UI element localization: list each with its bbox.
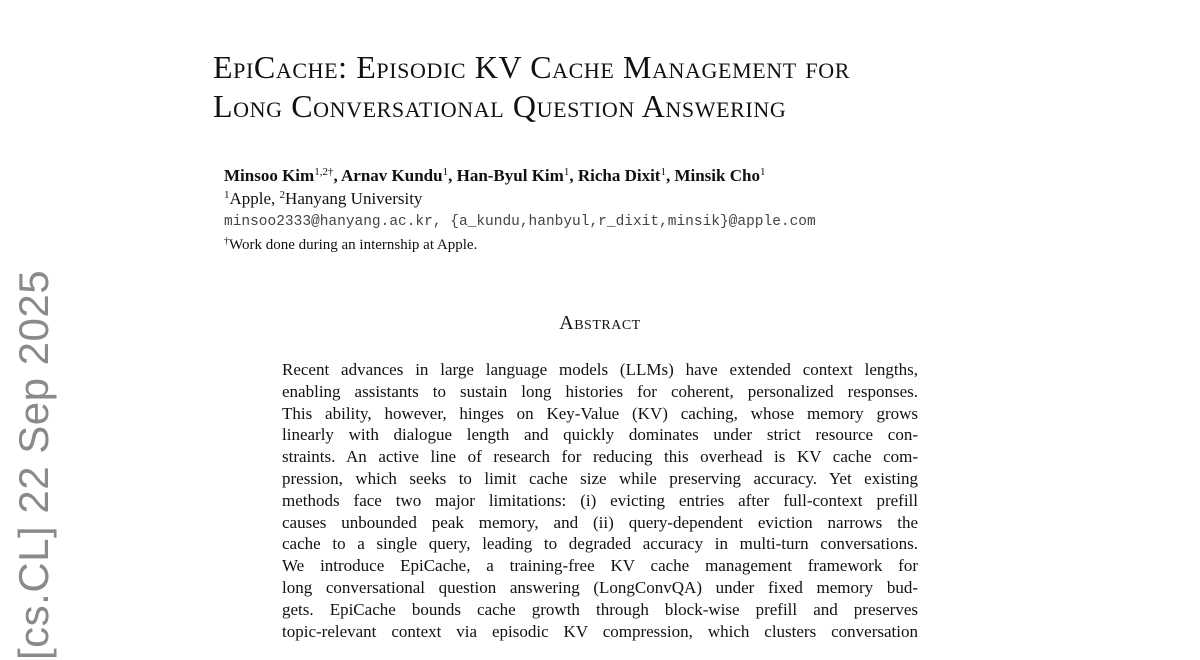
affiliations [224, 189, 422, 209]
author-sep: , [448, 166, 457, 185]
title-line-1: EpiCache: Episodic KV Cache Management for [213, 49, 850, 85]
footnote-text: Work done during an internship at Apple. [229, 237, 478, 253]
abstract-line: causes unbounded peak memory, and (ii) query-dependent eviction narrows the [282, 512, 918, 532]
author-sup: 1 [442, 166, 449, 178]
author-sup: 1,2† [314, 166, 334, 178]
author-sup: 1 [563, 166, 570, 178]
abstract-line: pression, which seeks to limit cache size while preserving accuracy. Yet existing [282, 468, 918, 488]
affiliation-sup: 2 [279, 189, 286, 201]
author-name: Richa Dixit [577, 166, 661, 185]
arxiv-stamp: [cs.CL] 22 Sep 2025 [10, 269, 57, 660]
abstract-line: cache to a single query, leading to degraded accuracy in multi-turn conversations. [282, 534, 918, 554]
abstract-line: gets. EpiCache bounds cache growth through block-wise prefill and preserves [282, 599, 918, 619]
author-name: Minsoo Kim [224, 166, 315, 185]
affiliation-sup: 1 [224, 189, 230, 201]
affiliation-name: Apple, [229, 189, 280, 208]
author-sup: 1 [759, 166, 766, 178]
abstract-line: Recent advances in large language models (LLMs) have extended context lengths, [282, 360, 918, 379]
author-sep: , [665, 166, 675, 185]
author-name: Arnav Kundu [341, 166, 443, 185]
abstract-body [282, 359, 918, 642]
abstract-line: methods face two major limitations: (i) evicting entries after full-context prefill [282, 490, 918, 510]
footnote-mark: † [224, 236, 229, 247]
abstract-line: straints. An active line of research for reducing this overhead is KV cache com- [282, 447, 918, 467]
affiliation-name: Hanyang University [285, 189, 423, 208]
paper-title [213, 48, 1113, 126]
author-name: Minsik Cho [674, 166, 760, 185]
title-line-2: Long Conversational Question Answering [213, 88, 787, 124]
author-sep: , [569, 166, 578, 185]
abstract-line: topic-relevant context via episodic KV compression, which clusters conversation [282, 621, 918, 641]
footnote [224, 236, 477, 254]
abstract-line: linearly with dialogue length and quickly dominates under strict resource con- [282, 425, 918, 445]
abstract-line: enabling assistants to sustain long histories for coherent, personalized responses. [282, 381, 918, 401]
author-list [224, 166, 765, 186]
abstract-line: We introduce EpiCache, a training-free KV cache management framework for [282, 556, 918, 576]
abstract-heading: Abstract [559, 312, 641, 334]
author-sup: 1 [660, 166, 666, 178]
abstract-line: This ability, however, hinges on Key-Value (KV) caching, whose memory grows [282, 403, 918, 423]
author-name: Han-Byul Kim [456, 166, 564, 185]
author-emails: minsoo2333@hanyang.ac.kr, {a_kundu,hanbyul,r_dixit,minsik}@apple.com [224, 214, 816, 230]
abstract-line: long conversational question answering (LongConvQA) under fixed memory bud- [282, 577, 918, 597]
author-sep: , [333, 166, 342, 185]
